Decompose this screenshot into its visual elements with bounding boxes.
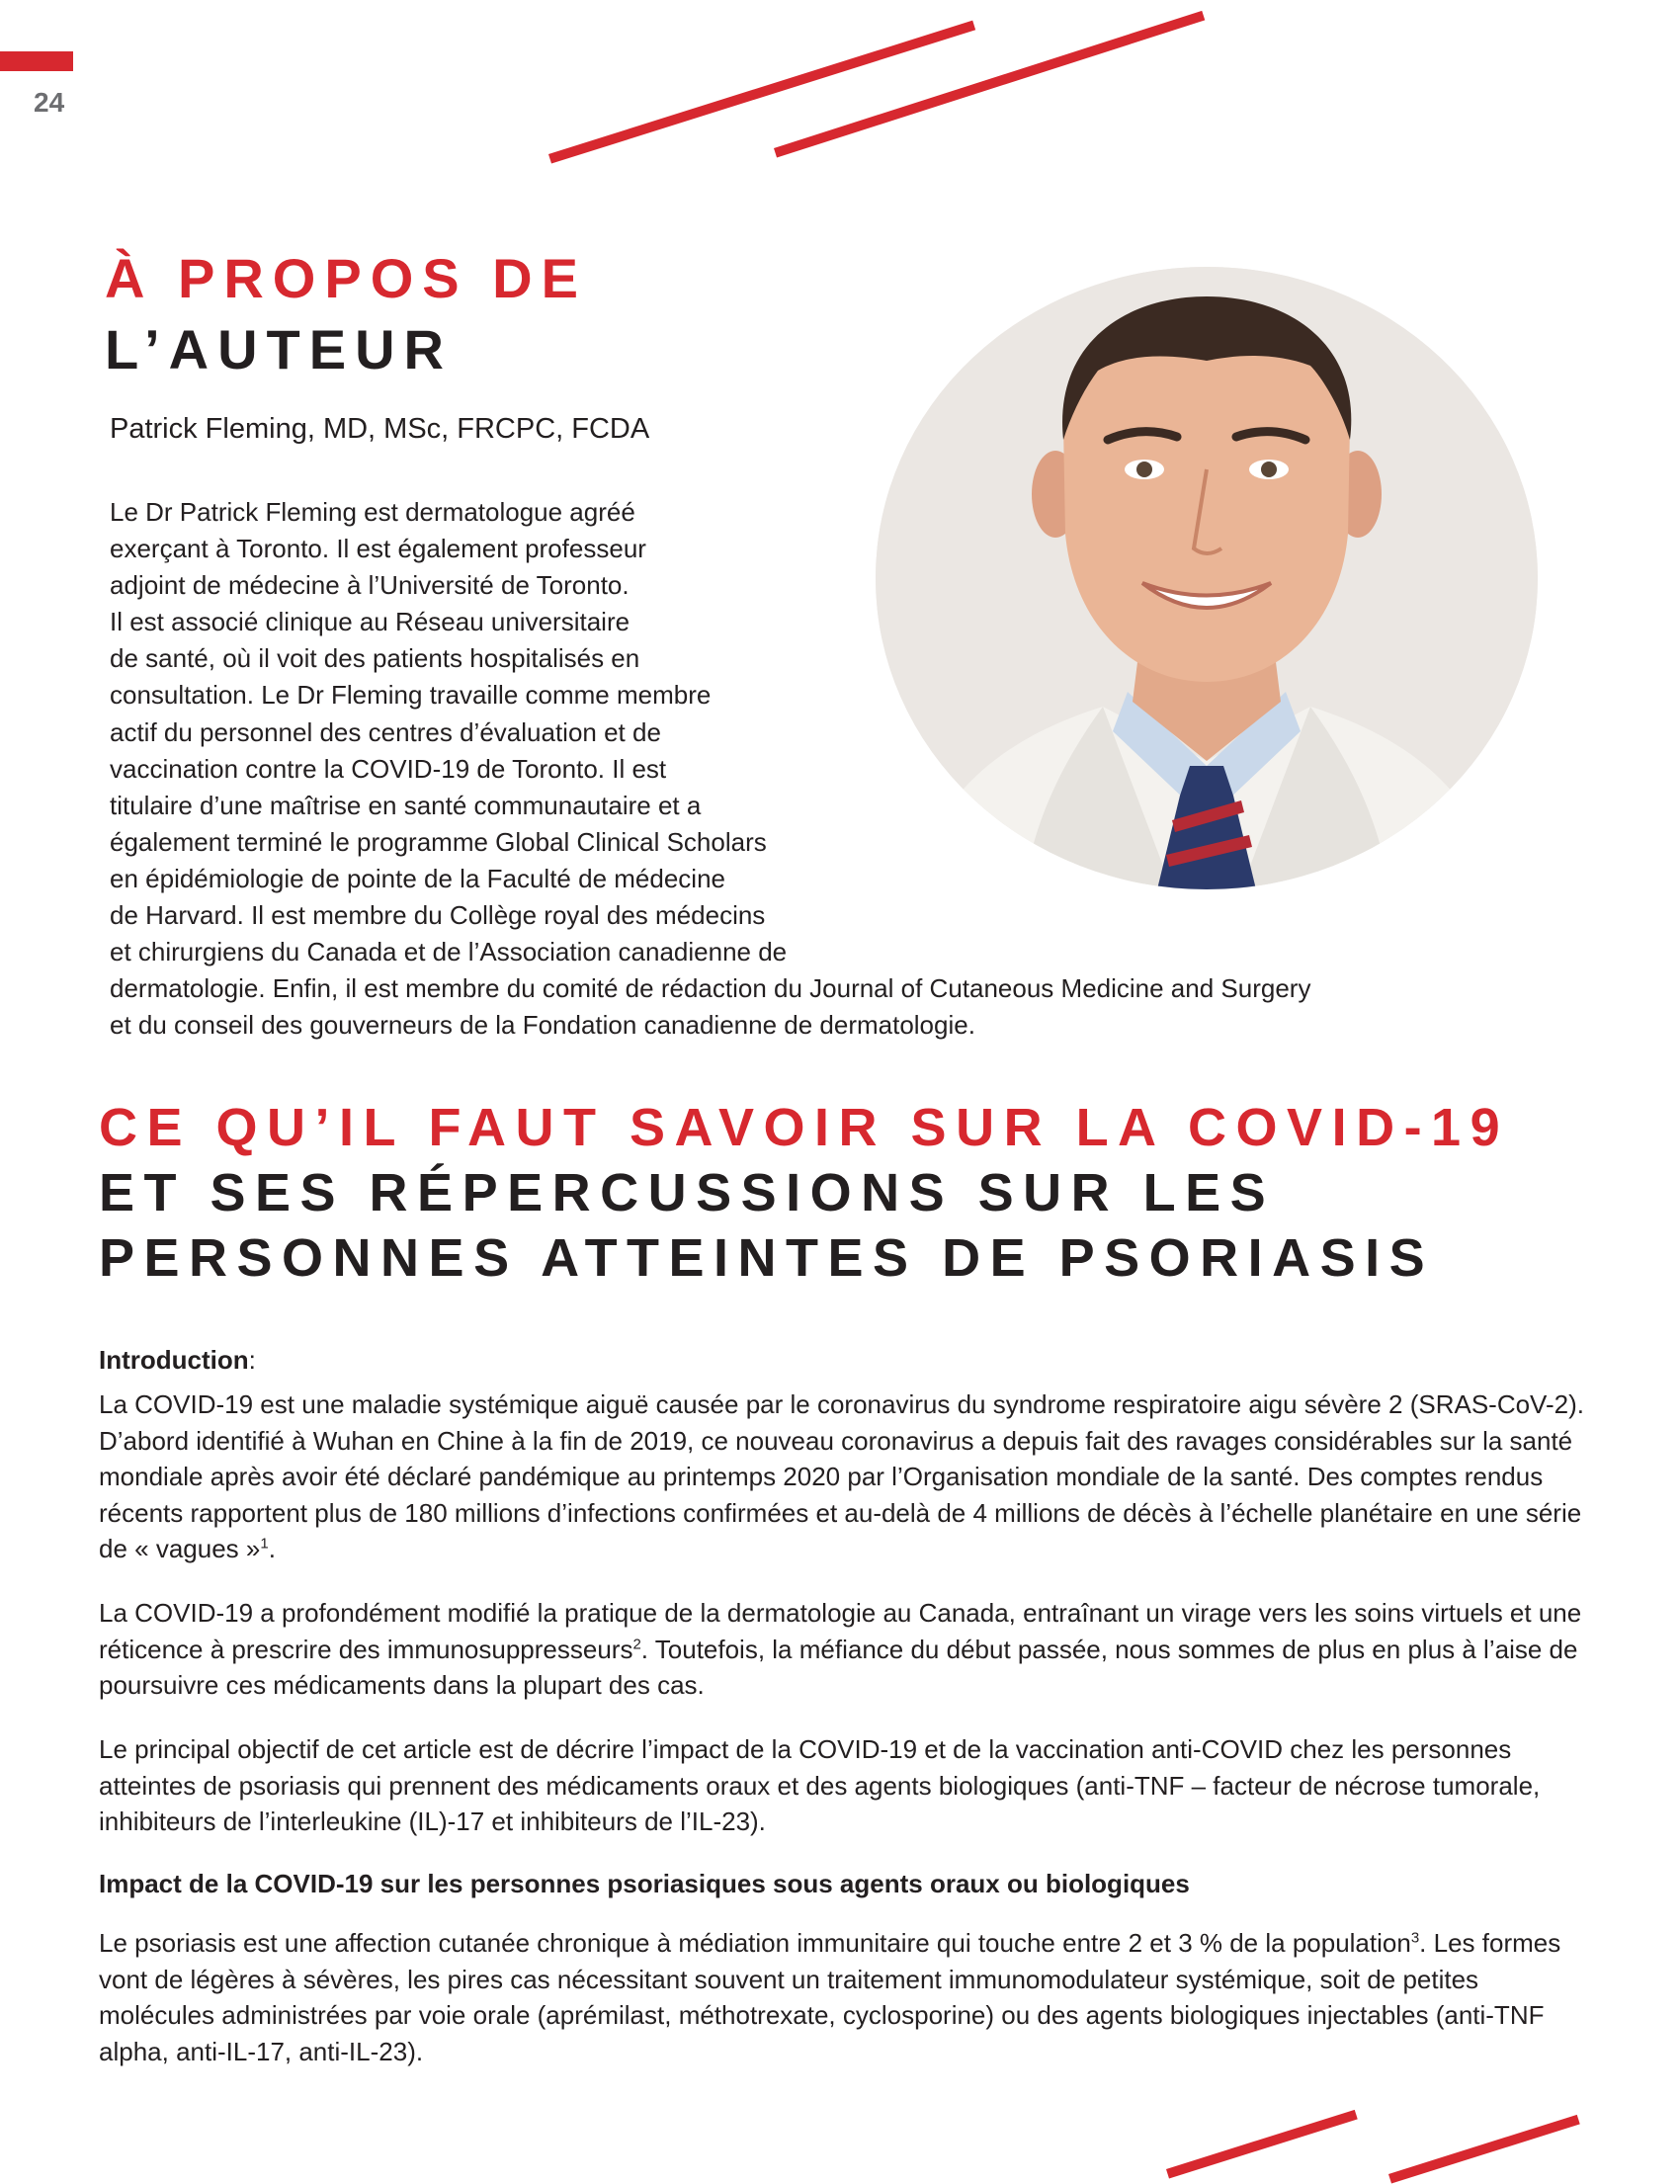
paragraph-4-text: Le psoriasis est une affection cutanée chronique à médiation immunitaire qui touche entre 2 et 3 % de la population <box>99 1928 1411 1958</box>
paragraph-1-end: . <box>268 1534 276 1563</box>
bio-line: Le Dr Patrick Fleming est dermatologue agréé <box>110 497 635 527</box>
author-portrait <box>876 267 1538 889</box>
article-title-line-2: ET SES RÉPERCUSSIONS SUR LES <box>99 1163 1276 1222</box>
bio-line: Il est associé clinique au Réseau universitaire <box>110 607 630 637</box>
paragraph-1 <box>99 1386 1591 1567</box>
decorative-stripe <box>1166 2110 1358 2179</box>
decorative-stripe <box>1388 2115 1580 2184</box>
article-title <box>99 1095 1509 1291</box>
intro-colon: : <box>248 1345 256 1375</box>
paragraph-2-text: La COVID-19 a profondément modifié la pratique de la dermatologie au Canada, entraînant un virage vers les soins virtuels et une réticence à prescrire des immunosuppresseurs <box>99 1598 1582 1664</box>
article-title-red: CE QU’IL FAUT SAVOIR SUR LA COVID-19 <box>99 1098 1510 1157</box>
paragraph-4-text-end: . Les formes vont de légères à sévères, les pires cas nécessitant souvent un traitement immunomodulateur systémique, soit de petites molécules administrées par voie orale (aprémilast, méthotrexate, cyclosporine) ou des agents biologiques injectables (anti-TNF alpha, anti-IL-17, anti-IL-23). <box>99 1928 1561 2066</box>
article-title-line-3: PERSONNES ATTEINTES DE PSORIASIS <box>99 1228 1435 1288</box>
bio-line: actif du personnel des centres d’évaluation et de <box>110 716 661 747</box>
bio-line: en épidémiologie de pointe de la Faculté de médecine <box>110 863 725 893</box>
footnote-ref: 1 <box>260 1535 269 1553</box>
bio-line: de Harvard. Il est membre du Collège royal des médecins <box>110 900 766 931</box>
author-title-black: L’AUTEUR <box>105 318 453 380</box>
paragraph-2-text-end: . Toutefois, la méfiance du début passée, nous sommes de plus en plus à l’aise de poursuivre ces médicaments dans la plupart des cas. <box>99 1634 1578 1700</box>
decorative-stripe <box>774 11 1205 158</box>
bio-line: consultation. Le Dr Fleming travaille comme membre <box>110 680 712 711</box>
red-tab-marker <box>0 51 73 71</box>
decorative-stripe <box>548 21 975 164</box>
paragraph-4 <box>99 1925 1591 2069</box>
intro-heading <box>99 1342 1591 1379</box>
author-section-title <box>105 243 587 385</box>
bio-line: de santé, où il voit des patients hospitalisés en <box>110 643 640 674</box>
author-title-red: À PROPOS DE <box>105 247 587 309</box>
bio-line: également terminé le programme Global Clinical Scholars <box>110 826 767 857</box>
subheading-text: Impact de la COVID-19 sur les personnes psoriasiques sous agents oraux ou biologiques <box>99 1869 1190 1898</box>
footnote-ref: 3 <box>1410 1929 1420 1947</box>
footnote-ref: 2 <box>632 1635 641 1652</box>
paragraph-1-text: La COVID-19 est une maladie systémique aiguë causée par le coronavirus du syndrome respiratoire aigu sévère 2 (SRAS-CoV-2). D’abord identifié à Wuhan en Chine à la fin de 2019, ce nouveau coronavirus a depuis fait des ravages considérables sur la santé mondiale après avoir été déclaré pandémique au printemps 2020 par l’Organisation mondiale de la santé. Des comptes rendus récents rapportent plus de 180 millions d’infections confirmées et au-delà de 4 millions de décès à l’échelle planétaire en une série de « vagues » <box>99 1389 1584 1563</box>
intro-label: Introduction <box>99 1345 249 1375</box>
paragraph-2 <box>99 1595 1591 1704</box>
bio-line: titulaire d’une maîtrise en santé communautaire et a <box>110 790 702 820</box>
bio-line: et chirurgiens du Canada et de l’Association canadienne de <box>110 937 788 967</box>
author-name: Patrick Fleming, MD, MSc, FRCPC, FCDA <box>110 413 650 445</box>
paragraph-3 <box>99 1731 1591 1840</box>
bio-line: exerçant à Toronto. Il est également professeur <box>110 534 646 564</box>
page-number: 24 <box>34 87 65 118</box>
portrait-illustration <box>876 267 1538 889</box>
subheading <box>99 1866 1591 1902</box>
bio-line: adjoint de médecine à l’Université de Toronto. <box>110 570 630 601</box>
bio-line: dermatologie. Enfin, il est membre du comité de rédaction du Journal of Cutaneous Medicine and Surgery <box>110 973 1311 1004</box>
bio-line: vaccination contre la COVID-19 de Toronto. Il est <box>110 753 667 784</box>
paragraph-3-text: Le principal objectif de cet article est de décrire l’impact de la COVID-19 et de la vaccination anti-COVID chez les personnes atteintes de psoriasis qui prennent des médicaments oraux et des agents biologiques (anti-TNF – facteur de nécrose tumorale, inhibiteurs de l’interleukine (IL)-17 et inhibiteurs de l’IL-23). <box>99 1734 1541 1836</box>
bio-line: et du conseil des gouverneurs de la Fondation canadienne de dermatologie. <box>110 1010 975 1041</box>
